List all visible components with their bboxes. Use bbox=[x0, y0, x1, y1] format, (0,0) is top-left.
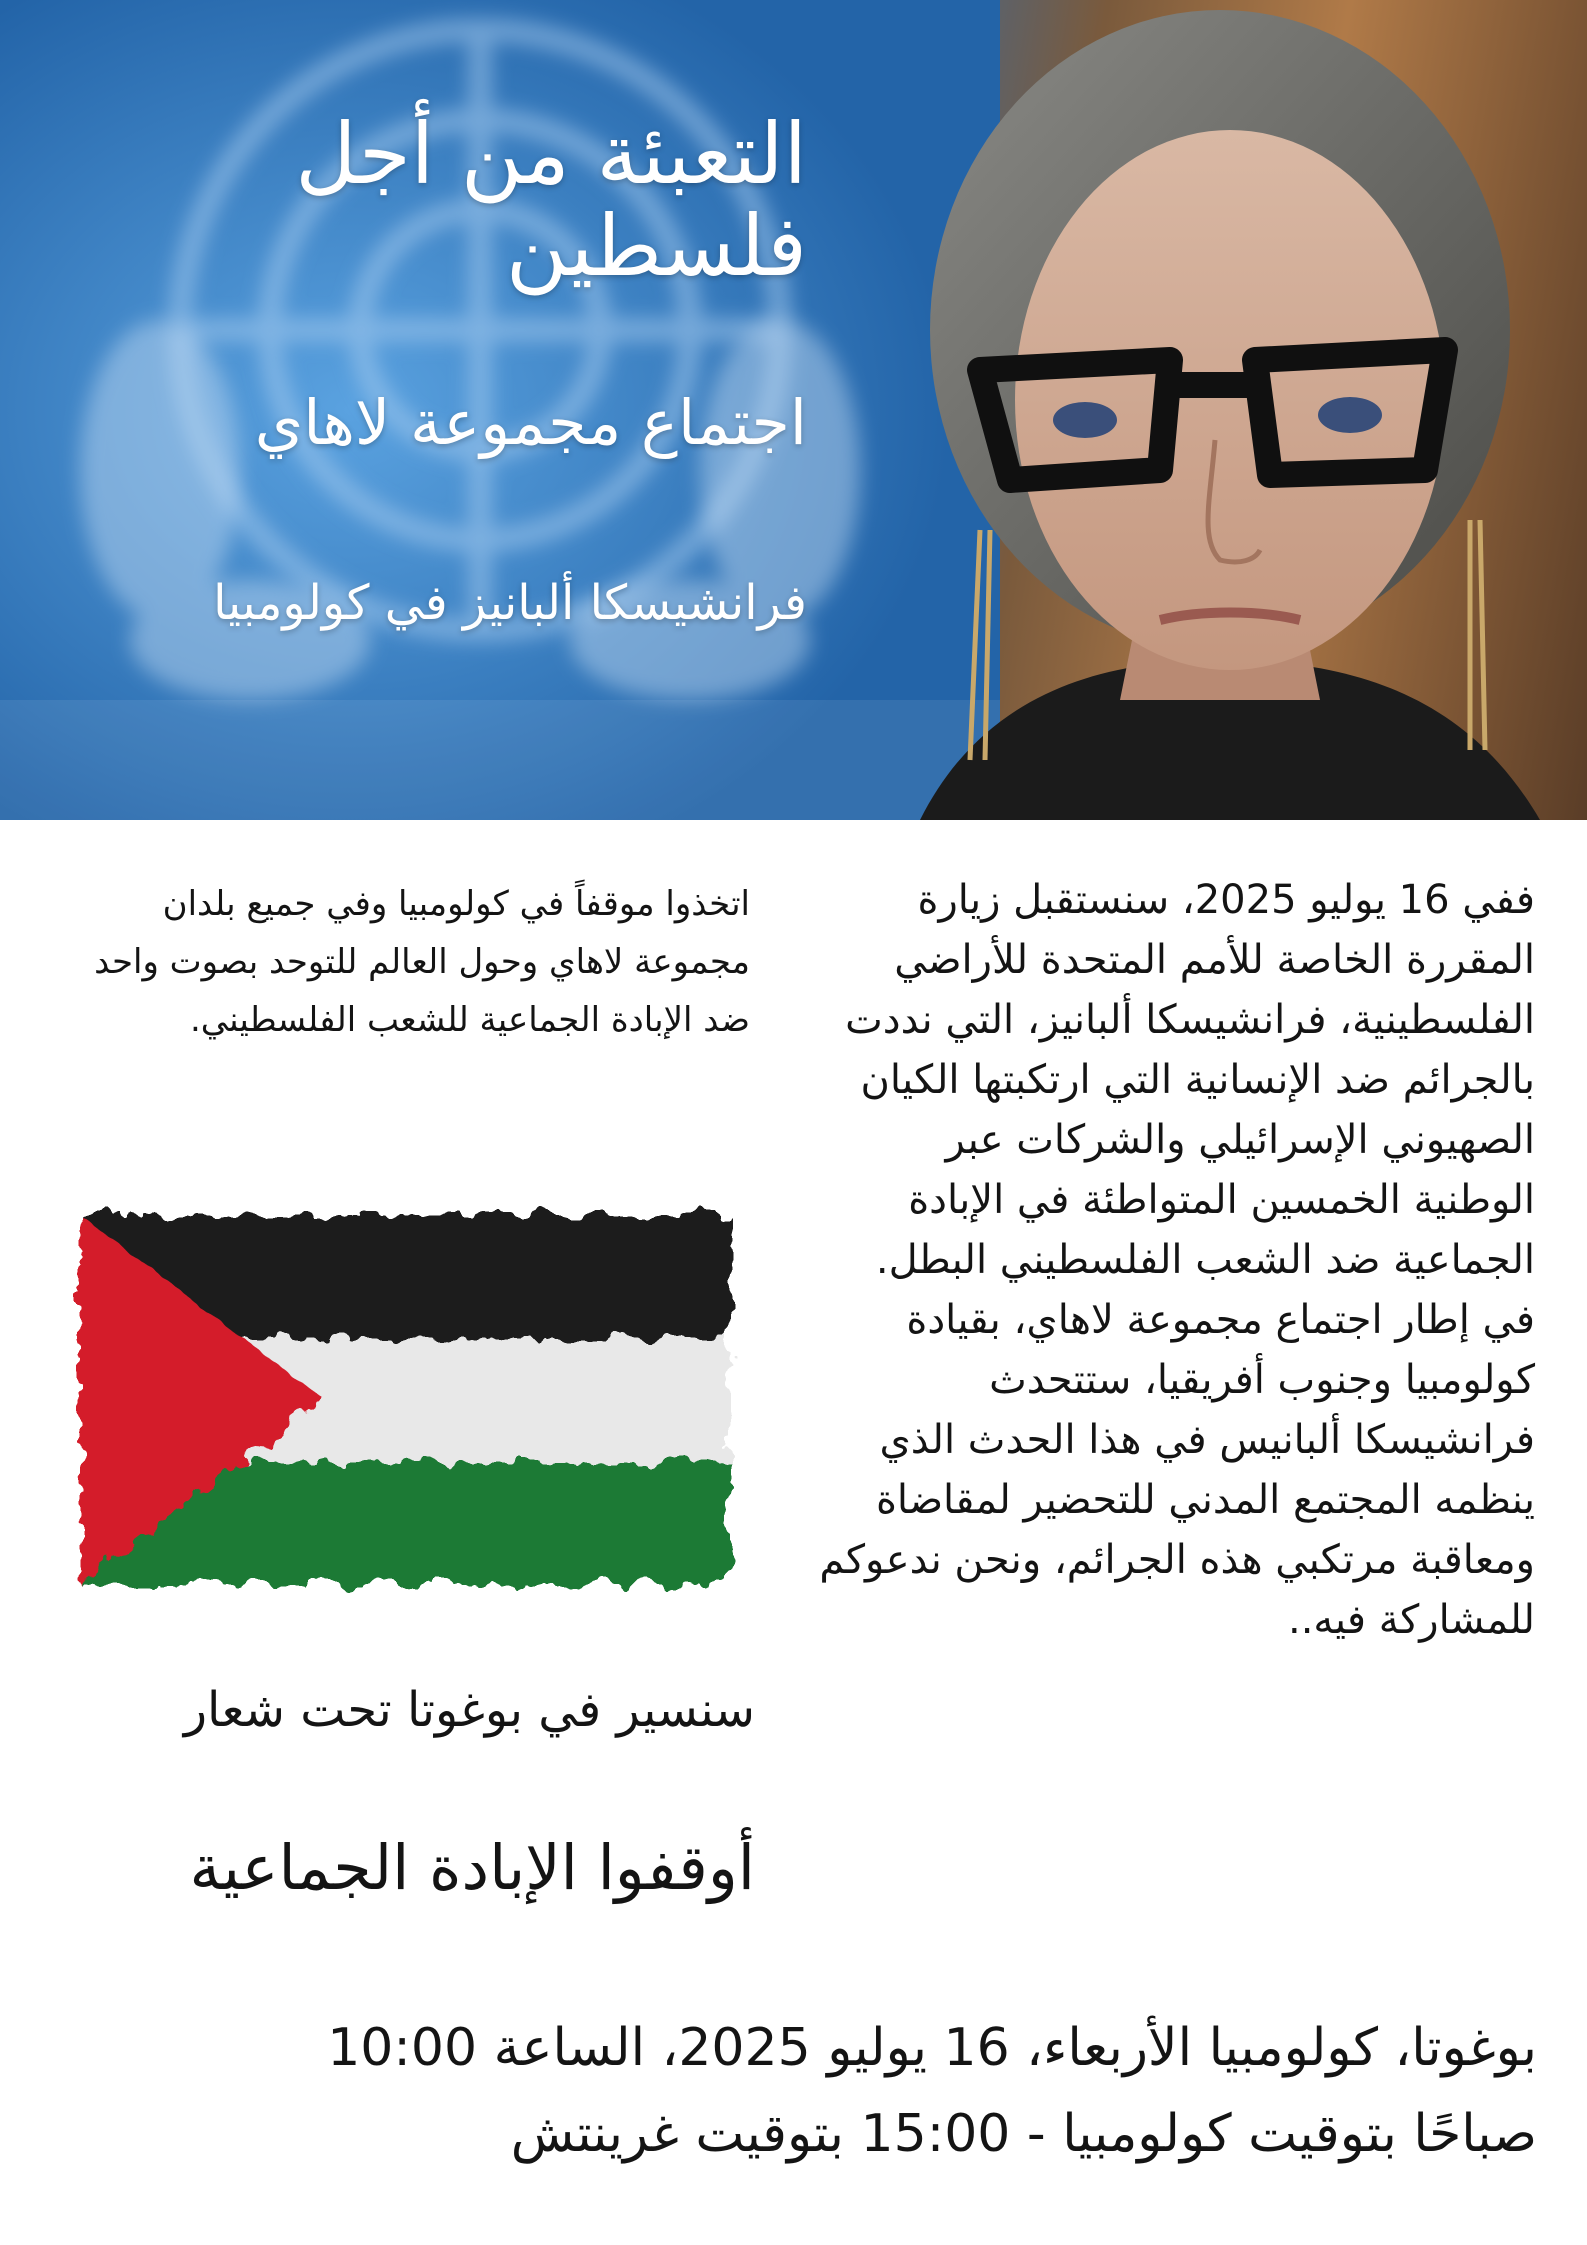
announcement-paragraph-2: في إطار اجتماع مجموعة لاهاي، بقيادة كولومبيا وجنوب أفريقيا، ستتحدث فرانشيسكا ألبانيس في هذا الحدث الذي ينظمه المجتمع المدني للتحضير لمقاضاة ومعاقبة مرتكبي هذه الجرائم، ونحن ندعوكم للمشاركة فيه.. bbox=[819, 1297, 1535, 1643]
slogan: أوقفوا الإبادة الجماعية bbox=[189, 1831, 755, 1904]
event-date-line: بوغوتا، كولومبيا الأربعاء، 16 يوليو 2025، الساعة 10:00 bbox=[327, 2018, 1537, 2078]
hero-banner bbox=[0, 0, 1587, 820]
call-to-action-text: اتخذوا موقفاً في كولومبيا وفي جميع بلدان مجموعة لاهاي وحول العالم للتوحد بصوت واحد ضد الإبادة الجماعية للشعب الفلسطيني. bbox=[94, 884, 750, 1040]
announcement-paragraph-1: ففي 16 يوليو 2025، سنستقبل زيارة المقررة الخاصة للأمم المتحدة للأراضي الفلسطينية، فرانشيسكا ألبانيز، التي نددت بالجرائم ضد الإنسانية التي ارتكبتها الكيان الصهيوني الإسرائيلي والشركات عبر الوطنية الخمسين المتواطئة في الإبادة الجماعية ضد الشعب الفلسطيني البطل. bbox=[845, 877, 1535, 1283]
hero-title: التعبئة من أجل فلسطين bbox=[295, 105, 807, 295]
speaker-portrait bbox=[860, 0, 1587, 820]
main-announcement-column bbox=[815, 870, 1535, 1650]
event-details bbox=[50, 2005, 1537, 2177]
palestine-flag-icon bbox=[60, 1195, 750, 1605]
march-announcement: سنسير في بوغوتا تحت شعار bbox=[183, 1682, 755, 1738]
event-time-line: صباحًا بتوقيت كولومبيا - 15:00 بتوقيت غرينتش bbox=[510, 2104, 1537, 2164]
hero-subtitle: اجتماع مجموعة لاهاي bbox=[254, 386, 807, 459]
hero-speaker-line: فرانشيسكا ألبانيز في كولومبيا bbox=[213, 575, 807, 631]
